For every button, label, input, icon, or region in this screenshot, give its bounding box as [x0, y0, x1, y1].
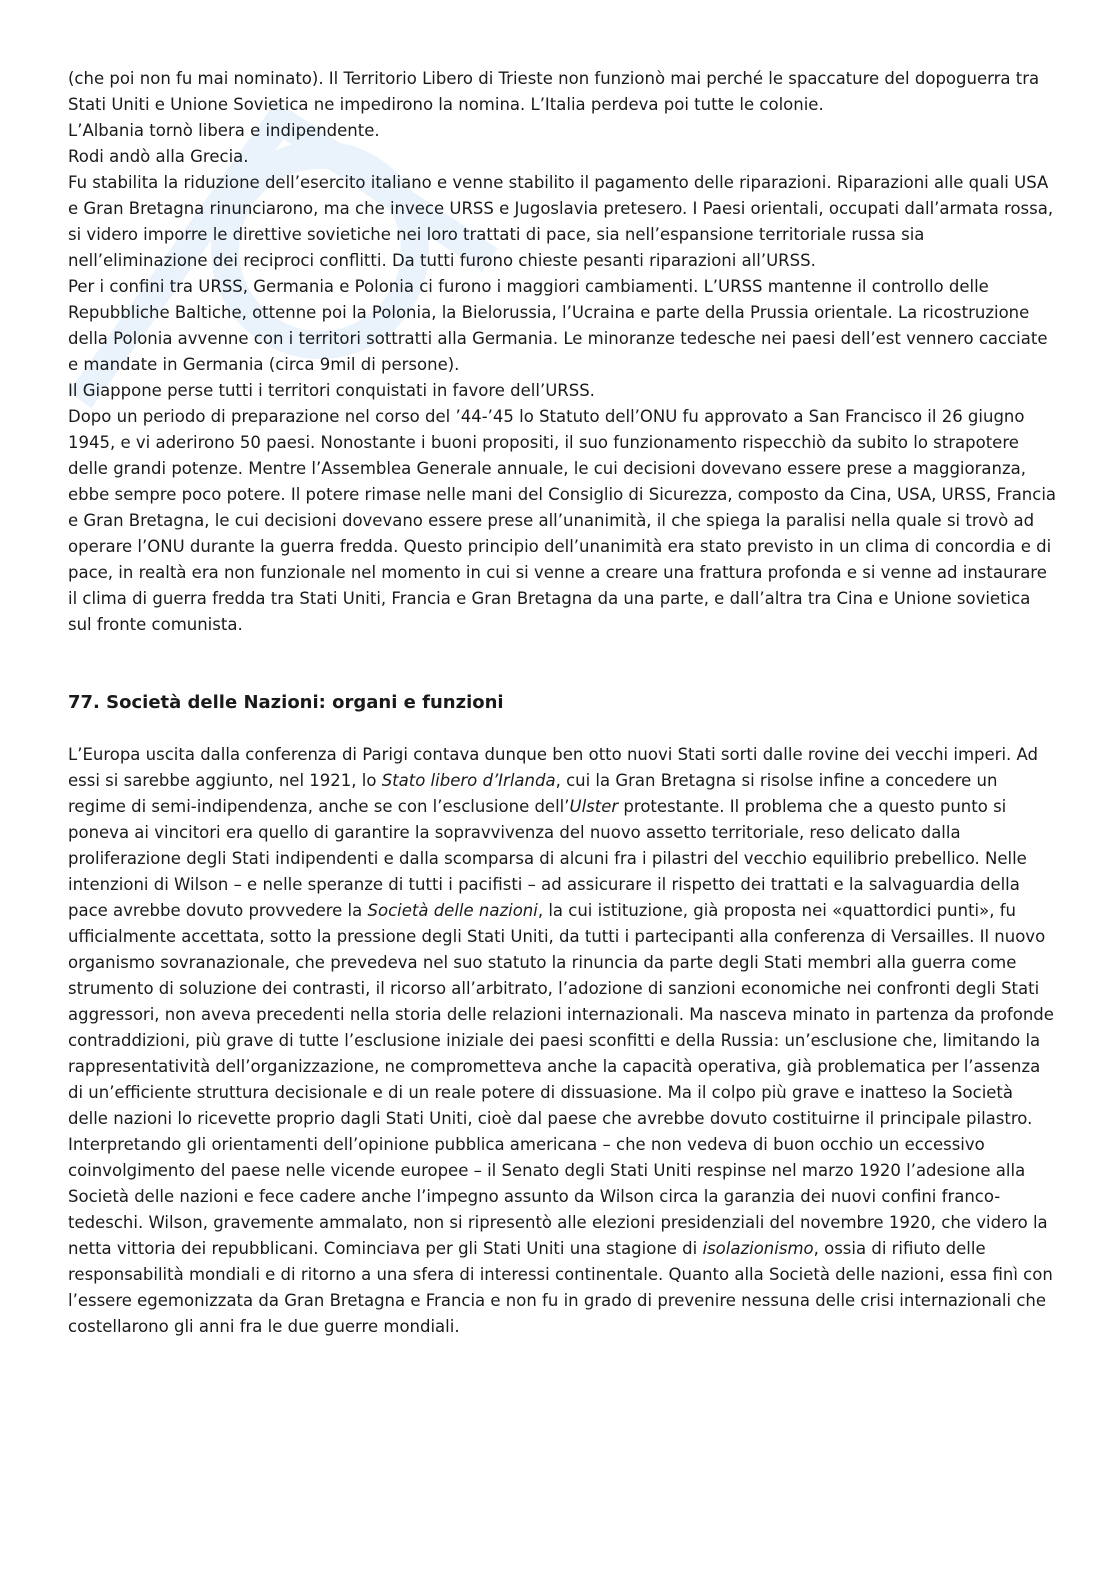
paragraph: L’Albania tornò libera e indipendente. — [68, 121, 380, 140]
text-run: , cui la Gran Bretagna si risolse infine a concedere un regime di semi-indipendenza, anche se con l’esclusione dell’ — [68, 771, 998, 816]
italic-term: Stato libero d’Irlanda — [381, 771, 556, 790]
paragraph: Il Giappone perse tutti i territori conquistati in favore dell’URSS. — [68, 381, 595, 400]
paragraph: Dopo un periodo di preparazione nel corso del ’44-’45 lo Statuto dell’ONU fu approvato a San Francisco il 26 giugno 1945, e vi aderirono 50 paesi. Nonostante i buoni propositi, il suo funzionamento rispecchiò da subito lo strapotere delle grandi potenze. Mentre l’Assemblea Generale annuale, le cui decisioni dovevano essere prese a maggioranza, ebbe sempre poco potere. Il potere rimase nelle mani del Consiglio di Sicurezza, composto da Cina, USA, URSS, Francia e Gran Bretagna, le cui decisioni dovevano essere prese all’unanimità, il che spiega la paralisi nella quale si trovò ad operare l’ONU durante la guerra fredda. Questo principio dell’unanimità era stato previsto in un clima di concordia e di pace, in realtà era non funzionale nel momento in cui si venne a creare una frattura profonda e si venne ad instaurare il clima di guerra fredda tra Stati Uniti, Francia e Gran Bretagna da una parte, e dall’altra tra Cina e Unione sovietica sul fronte comunista. — [68, 407, 1057, 634]
paragraph: Rodi andò alla Grecia. — [68, 147, 249, 166]
paragraph: Fu stabilita la riduzione dell’esercito italiano e venne stabilito il pagamento delle riparazioni. Riparazioni alle quali USA e Gran Bretagna rinunciarono, ma che invece URSS e Jugoslavia pretesero. I Paesi orientali, occupati dall’armata rossa, si videro imporre le direttive sovietiche nei loro trattati di pace, sia nell’espansione territoriale russa sia nell’eliminazione dei reciproci conflitti. Da tutti furono chieste pesanti riparazioni all’URSS. — [68, 173, 1054, 270]
italic-term: Ulster — [569, 797, 619, 816]
section-spacer — [68, 638, 1058, 690]
text-run: , la cui istituzione, già proposta nei «quattordici punti», fu ufficialmente accettata, sotto la pressione degli Stati Uniti, da tutti i partecipanti alla conferenza di Versailles. Il nuovo organismo sovranazionale, che prevedeva nel suo statuto la rinuncia da parte degli Stati membri alla guerra come strumento di soluzione dei contrasti, il ricorso all’arbitrato, l’adozione di sanzioni economiche nei confronti degli Stati aggressori, non aveva precedenti nella storia delle relazioni internazionali. Ma nasceva minato in partenza da profonde contraddizioni, più grave di tutte l’esclusione iniziale dei paesi sconfitti e della Russia: un’esclusione che, limitando la rappresentatività dell’organizzazione, ne comprometteva anche la capacità operativa, già problematica per l’assenza di un’efficiente struttura decisionale e di un reale potere di dissuasione. Ma il colpo più grave e inatteso la Società delle nazioni lo ricevette proprio dagli Stati Uniti, cioè dal paese che avrebbe dovuto costituirne il principale pilastro. Interpretando gli orientamenti dell’opinione pubblica americana – che non vedeva di buon occhio un eccessivo coinvolgimento del paese nelle vicende europee – il Senato degli Stati Uniti respinse nel marzo 1920 l’adesione alla Società delle nazioni e fece cadere anche l’impegno assunto da Wilson circa la garanzia dei nuovi confini franco-tedeschi. Wilson, gravemente ammalato, non si ripresentò alle elezioni presidenziali del novembre 1920, che videro la netta vittoria dei repubblicani. Cominciava per gli Stati Uniti una stagione di — [68, 901, 1054, 1258]
text-run: , ossia di rifiuto delle responsabilità mondiali e di ritorno a una sfera di interessi continentale. Quanto alla Società delle nazioni, essa finì con l’essere egemonizzata da Gran Bretagna e Francia e non fu in grado di prevenire nessuna delle crisi internazionali che costellarono gli anni fra le due guerre mondiali. — [68, 1239, 1053, 1336]
section-heading: 77. Società delle Nazioni: organi e funzioni — [68, 692, 504, 713]
text-run: L’Europa uscita dalla conferenza di Parigi contava dunque ben otto nuovi Stati sorti dalle rovine dei vecchi imperi. Ad essi si sarebbe aggiunto, nel 1921, lo — [68, 745, 1038, 790]
italic-term: Società delle nazioni — [367, 901, 538, 920]
italic-term: isolazionismo — [702, 1239, 814, 1258]
text-run: protestante. Il problema che a questo punto si poneva ai vincitori era quello di garantire la sopravvivenza del nuovo assetto territoriale, reso delicato dalla proliferazione degli Stati indipendenti e dalla scomparsa di alcuni fra i pilastri del vecchio equilibrio prebellico. Nelle intenzioni di Wilson – e nelle speranze di tutti i pacifisti – ad assicurare il rispetto dei trattati e la salvaguardia della pace avrebbe dovuto provvedere la — [68, 797, 1027, 920]
paragraph: Per i confini tra URSS, Germania e Polonia ci furono i maggiori cambiamenti. L’URSS mantenne il controllo delle Repubbliche Baltiche, ottenne poi la Polonia, la Bielorussia, l’Ucraina e parte della Prussia orientale. La ricostruzione della Polonia avvenne con i territori sottratti alla Germania. Le minoranze tedesche nei paesi dell’est vennero cacciate e mandate in Germania (circa 9mil di persone). — [68, 277, 1048, 374]
paragraph: (che poi non fu mai nominato). Il Territorio Libero di Trieste non funzionò mai perché le spaccature del dopoguerra tra Stati Uniti e Unione Sovietica ne impedirono la nomina. L’Italia perdeva poi tutte le colonie. — [68, 69, 1040, 114]
section-paragraph — [68, 742, 1058, 1340]
document-page — [68, 66, 1058, 1340]
